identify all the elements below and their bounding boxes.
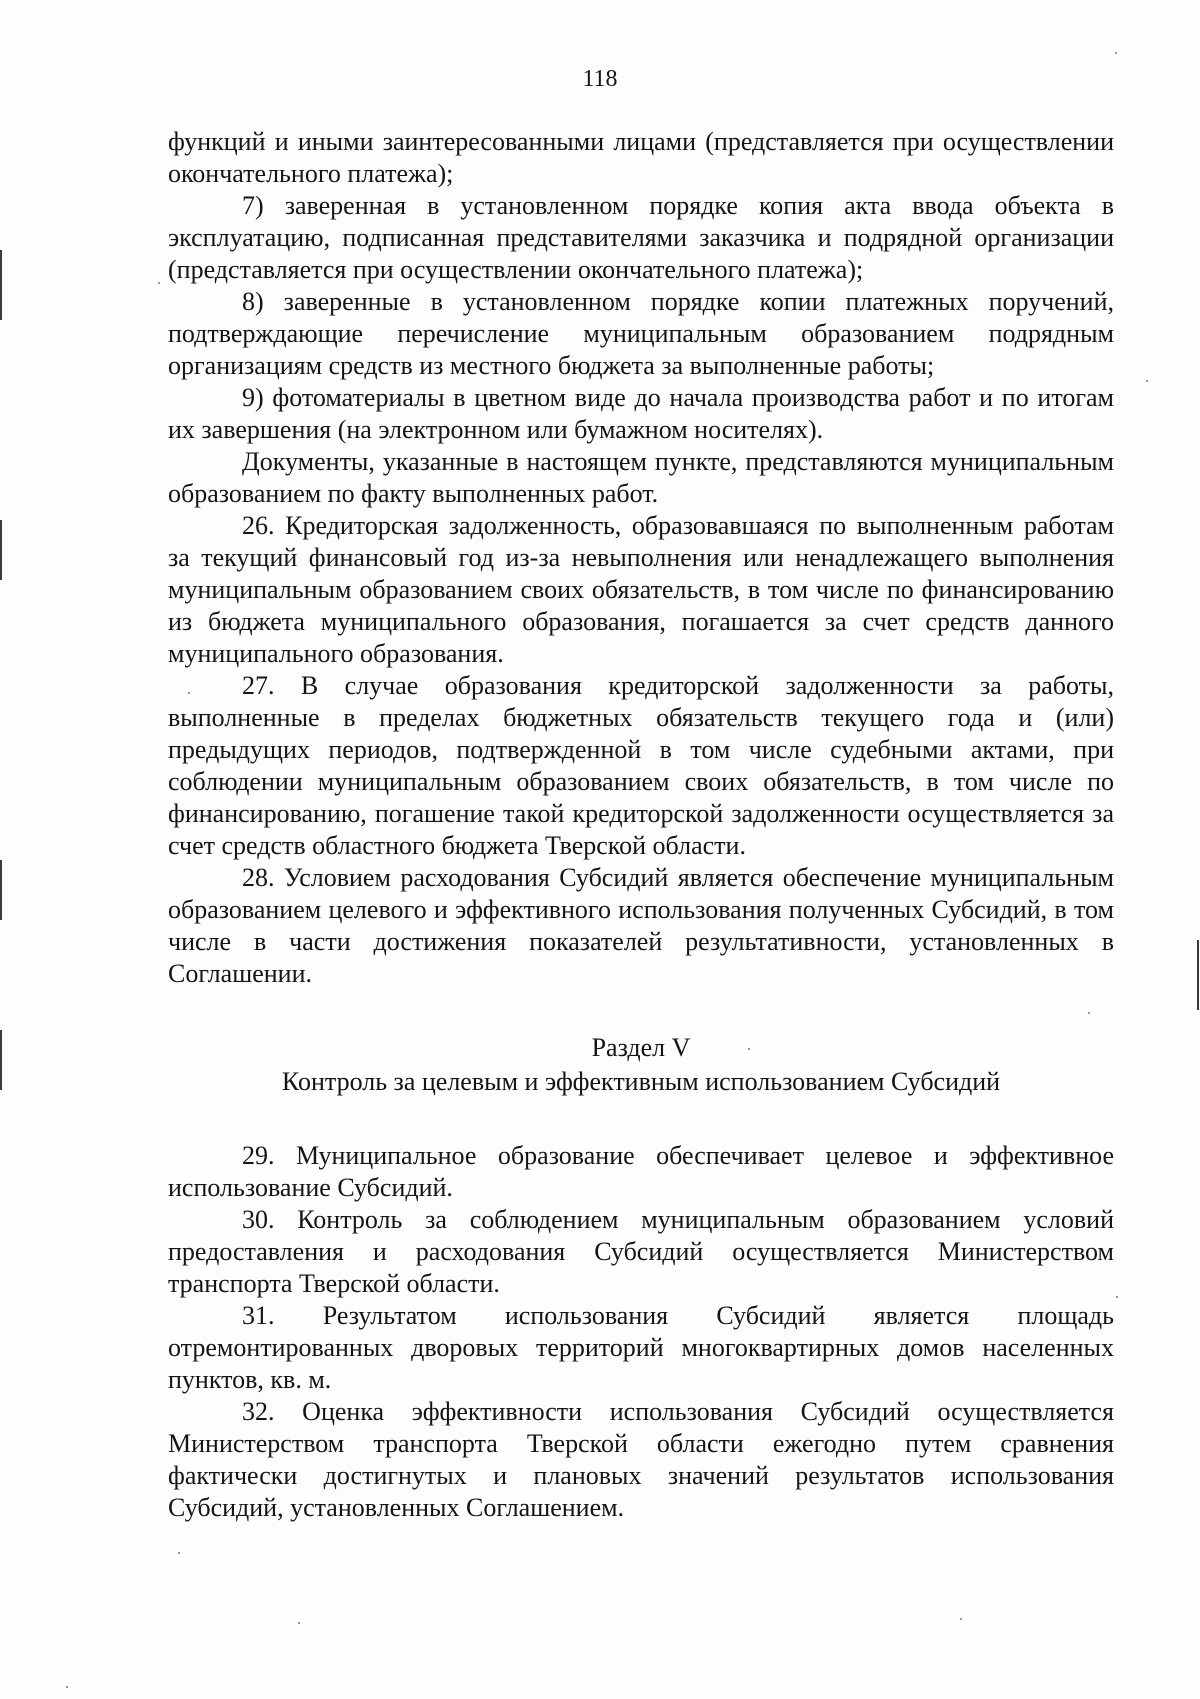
scan-speck (960, 1618, 962, 1620)
section-title: Контроль за целевым и эффективным использованием Субсидий (281, 1067, 1001, 1096)
scan-edge-mark-left (0, 1030, 2, 1090)
scan-edge-mark-left (0, 520, 2, 580)
scan-edge-mark-right (1197, 940, 1199, 1010)
scan-speck (1146, 380, 1148, 382)
paragraph-31: 31. Результатом использования Субсидий является площадь отремонтированных дворовых территорий многоквартирных домов населенных пунктов, кв. м. (168, 1301, 1114, 1394)
paragraph-item-7: 7) заверенная в установленном порядке копия акта ввода объекта в эксплуатацию, подписанная представителями заказчика и подрядной организации (представляется при осуществлении окончательного платежа); (168, 191, 1114, 284)
paragraph-continuation: функций и иными заинтересованными лицами (представляется при осуществлении окончательного платежа); (168, 127, 1114, 188)
scan-speck (1115, 52, 1117, 54)
scan-speck (1088, 1012, 1090, 1014)
paragraph-item-9: 9) фотоматериалы в цветном виде до начала производства работ и по итогам их завершения (на электронном или бумажном носителях). (168, 383, 1114, 444)
scan-speck (188, 692, 190, 694)
paragraph-documents-note: Документы, указанные в настоящем пункте, представляются муниципальным образованием по факту выполненных работ. (168, 447, 1114, 508)
page-number: 118 (582, 66, 618, 92)
scan-edge-mark-left (0, 250, 2, 320)
paragraph-item-8: 8) заверенные в установленном порядке копии платежных поручений, подтверждающие перечисление муниципальным образованием подрядным организациям средств из местного бюджета за выполненные работы; (168, 287, 1114, 380)
scan-edge-mark-left (0, 860, 2, 920)
scan-speck (158, 282, 160, 284)
scan-speck (66, 1686, 68, 1688)
paragraph-32: 32. Оценка эффективности использования Субсидий осуществляется Министерством транспорта Тверской области ежегодно путем сравнения фактически достигнутых и плановых значений результатов использования Субсидий, установленных Соглашением. (168, 1397, 1114, 1522)
paragraph-27: 27. В случае образования кредиторской задолженности за работы, выполненные в пределах бюджетных обязательств текущего года и (или) предыдущих периодов, подтвержденной в том числе судебными актами, при соблюдении муниципальным образованием своих обязательств, в том числе по финансированию, погашение такой кредиторской задолженности осуществляется за счет средств областного бюджета Тверской области. (168, 671, 1114, 860)
section-number: Раздел V (591, 1033, 691, 1062)
scan-speck (298, 1622, 300, 1624)
paragraph-26: 26. Кредиторская задолженность, образовавшаяся по выполненным работам за текущий финансовый год из-за невыполнения или ненадлежащего выполнения муниципальным образованием своих обязательств, в том числе по финансированию из бюджета муниципального образования, погашается за счет средств данного муниципального образования. (168, 511, 1114, 668)
scan-speck (1116, 1296, 1118, 1298)
scan-speck (748, 1048, 750, 1050)
document-body (168, 126, 1114, 1524)
paragraph-28: 28. Условием расходования Субсидий является обеспечение муниципальным образованием целевого и эффективного использования полученных Субсидий, в том числе в части достижения показателей результативности, установленных в Соглашении. (168, 863, 1114, 988)
scan-speck (178, 1552, 180, 1554)
paragraph-29: 29. Муниципальное образование обеспечивает целевое и эффективное использование Субсидий. (168, 1141, 1114, 1202)
paragraph-30: 30. Контроль за соблюдением муниципальным образованием условий предоставления и расходования Субсидий осуществляется Министерством транспорта Тверской области. (168, 1205, 1114, 1298)
